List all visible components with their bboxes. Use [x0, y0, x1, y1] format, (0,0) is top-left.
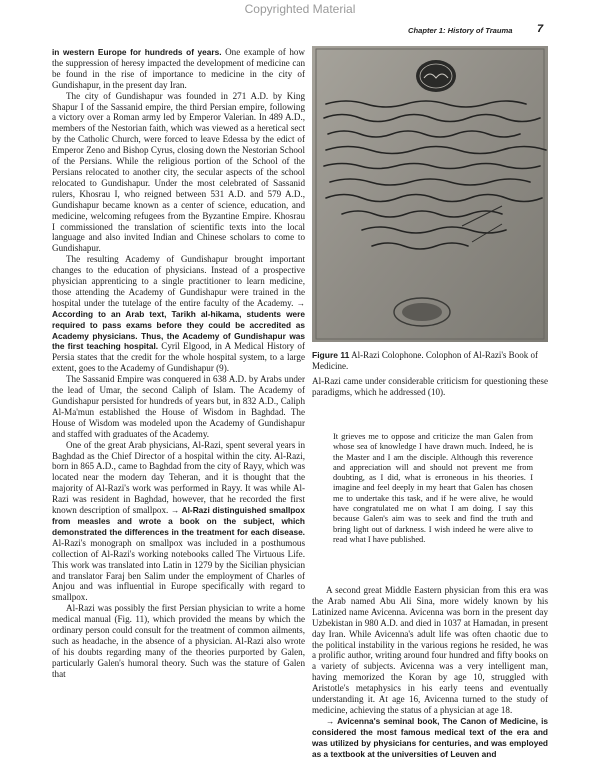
body-text: Cyril Elgood, in A Medical History of Persia states that the credit for the whole hospital system, to a large extent, goes to the Academy of Gundishapur (9). [52, 341, 306, 374]
body-paragraph [52, 603, 305, 679]
figure-caption-text: Al-Razi Colophone. Colophon of Al-Razi's Book of Medicine. [312, 350, 538, 371]
arrow-icon: → [326, 715, 335, 726]
body-text: Al-Razi's monograph on smallpox was included in a posthumous collection of Al-Razi's working notebooks called The Virtuous Life. This work was translated into Latin in 1279 by the Sicilian physician and translator Faraj ben Salim under the employment of Charles of Anjou and was influential in Europe specifically with regard to smallpox. [52, 537, 305, 603]
galen-quote [333, 432, 533, 545]
body-text: One of the great Arab physicians, Al-Razi, spent several years in Baghdad as the Chief Director of a hospital within the city. Al-Razi, born in 865 A.D., came to Baghdad from the city of Rayy, which was located near the modern day Teheran, and it is thought that the majority of Al-Razi's work was performed in Rayy. It was while Al-Razi was resident in Baghdad, however, that he recorded the first known description of smallpox. [52, 439, 305, 516]
avicenna-paragraph: A second great Middle Eastern physician from this era was the Arab named Abu Ali Sina, more widely known by his Latinized name Avicenna. Avicenna was born in the present day Uzbekistan in 980 A.D. and died in 1037 at Hamadan, in present day Iran. While Avicenna's adult life was often chaotic due to the political instability in the various regions he resided, he was a prolific author, writing around four hundred and fifty books on a variety of subjects. Avicenna was a very intelligent man, having memorized the Koran by age 10, struggled with Aristotle's metaphysics in his early teens and eventually understanding it. At age 16, Avicenna turned to the study of medicine, achieving the status of a physician at age 18. [312, 585, 548, 715]
right-intro [312, 376, 548, 398]
copyright-watermark: Copyrighted Material [244, 2, 356, 16]
canon-paragraph [312, 716, 548, 760]
bold-key-point: According to an Arab text, Tarikh al-hikama, students were required to pass exams before they could be accredited as Academy physicians. Thus, the Academy of Gundishapur was the first teaching hospital. [52, 308, 305, 352]
bold-key-point: Al-Razi distinguished smallpox from measles and wrote a book on the subject, which demonstrated the differences in the treatment for each disease. [52, 505, 305, 537]
quote-text: It grieves me to oppose and criticize the man Galen from whose sea of knowledge I have drawn much. Indeed, he is the Master and I am the disciple. Although this reverence and appreciation will and should not prevent me from doubting, as I did, what is erroneous in his theories. I imagine and feel deeply in my heart that Galen has chosen me to undertake this task, and if he were alive, he would have congratulated me on what I am doing. I say this because Galen's aim was to seek and find the truth and bring light out of darkness. I wish indeed he were alive to read what I have published. [333, 432, 533, 544]
bold-key-point: in western Europe for hundreds of years. [52, 47, 222, 57]
body-paragraph [52, 374, 305, 439]
body-paragraph [52, 91, 305, 255]
body-text: One example of how the suppression of heresy impacted the development of medicine can be found in the rise of importance to medicine in the city of Gundishapur, in the present day Iran. [52, 47, 305, 90]
body-text: The Sassanid Empire was conquered in 638 A.D. by Arabs under the lead of Umar, the second Caliph of Islam. The Academy of Gundishapur persisted for hundreds of years but, in 832 A.D., Caliph Al-Ma'mun established the House of Wisdom in Baghdad. The House of Wisdom was modeled upon the Academy of Gundishapur and staffed with graduates of the Academy. [52, 374, 305, 439]
body-text: The city of Gundishapur was founded in 271 A.D. by King Shapur I of the Sassanid empire, the third Persian empire, following a victory over a Roman army led by Emperor Valerian. In 489 A.D., members of the Nestorian faith, which was viewed as a heretical sect by the Catholic Church, were forced to leave Edessa by the edict of Emperor Zeno and Bishop Cyrus, closing down the Nestorian School of the Persians. While the religious portion of the School of the Persians relocated to another city, the secular aspects of the school relocated to Gundishapur. Under the most celebrated of Sassanid rulers, Khosrau I, who reigned between 531 A.D. and 579 A.D., Gundishapur became known as a center of science, education, and medicine, welcoming refugees from the Byzantine Empire. Khosrau I commissioned the translation of scientific texts into the local language and also invited Indian and Chinese scholars to come to Gundishapur. [52, 90, 305, 254]
colophon-manuscript-image [312, 46, 548, 342]
right-intro-text: Al-Razi came under considerable criticism for questioning these paradigms, which he addressed (10). [312, 376, 548, 397]
canon-bold-text: Avicenna's seminal book, The Canon of Medicine, is considered the most famous medical text of the era and was utilized by physicians for centuries, and was employed as a textbook at the universities of Leuven and [312, 715, 548, 759]
right-column-body [312, 585, 548, 760]
body-paragraph [52, 254, 305, 374]
colophon-figure [312, 46, 548, 342]
figure-caption [312, 350, 548, 372]
page-number: 7 [537, 23, 544, 35]
left-column [52, 47, 305, 680]
figure-label: Figure 11 [312, 350, 350, 360]
body-text: Al-Razi was possibly the first Persian physician to write a home medical manual (Fig. 11), which provided the means by which the ordinary person could consult for the treatment of common ailments, such as headache, in the absence of a physician. Al-Razi also wrote of his doubts regarding many of the theories purported by Galen, particularly Galen's humoral theory. Such was the stature of Galen that [52, 603, 305, 679]
arrow-icon: → [168, 505, 180, 516]
body-paragraph [52, 47, 305, 91]
body-paragraph [52, 440, 305, 604]
body-text: The resulting Academy of Gundishapur brought important changes to the education of physicians. Instead of a prospective physician apprenticing to a single practitioner to learn medicine, those attending the Academy of Gundishapur were trained in the hospital under the tutelage of the entire faculty of the Academy. [52, 254, 305, 308]
arrow-icon: → [293, 297, 306, 308]
running-head: Chapter 1: History of Trauma [408, 26, 513, 35]
